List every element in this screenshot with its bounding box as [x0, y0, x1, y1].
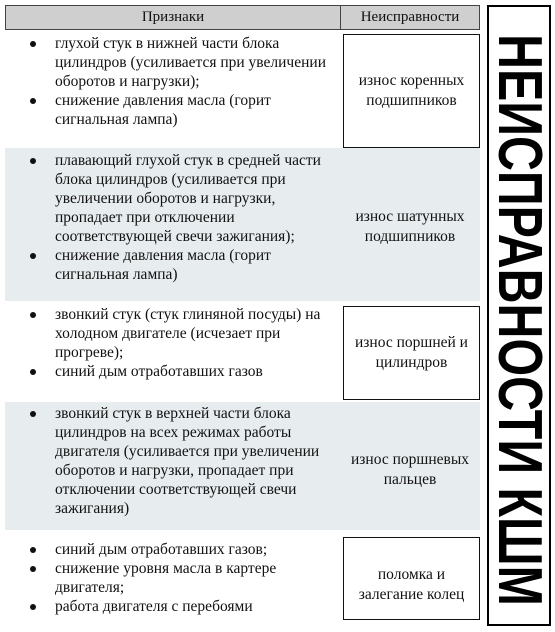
bullet-icon [30, 41, 36, 47]
fault-label: износ поршневых пальцев [351, 451, 469, 488]
sign-text: звонкий стук (стук глиняной посуды) на холодном двигателе (исчезает при прогреве); [55, 306, 321, 361]
sign-text: синий дым отработавших газов [55, 363, 263, 380]
bullet-icon [30, 566, 36, 572]
bullet-icon [30, 604, 36, 610]
bullet-icon [30, 411, 36, 417]
fault-cell [343, 34, 480, 148]
table-row [5, 301, 480, 402]
bullet-icon [30, 369, 36, 375]
list-item [5, 540, 340, 559]
fault-label: поломка и залегание колец [358, 565, 465, 603]
side-label-box [485, 5, 554, 626]
table-row [5, 30, 480, 148]
list-item [5, 404, 340, 518]
fault-cell [343, 537, 480, 620]
list-item [5, 34, 340, 91]
bullet-icon [30, 158, 36, 164]
signs-list [5, 301, 340, 381]
sign-text: снижение давления масла (горит сигнальная лампа) [55, 247, 271, 283]
sign-text: работа двигателя с перебоями [55, 598, 253, 615]
list-item [5, 362, 340, 381]
sign-text: глухой стук в нижней части блока цилиндров (усиливается при увеличении оборотов и нагрузки); [55, 35, 326, 90]
list-item [5, 151, 340, 246]
header-signs: Признаки [6, 6, 341, 29]
signs-list [5, 30, 340, 129]
fault-cell [340, 148, 480, 301]
fault-label: износ поршней и цилиндров [355, 334, 468, 371]
sign-text: снижение уровня масла в картере двигателя; [55, 560, 277, 596]
table-row [5, 402, 480, 530]
signs-list [5, 530, 340, 616]
bullet-icon [30, 253, 36, 259]
fault-cell [343, 306, 480, 400]
fault-label: износ шатунных подшипников [355, 207, 465, 245]
sign-text: звонкий стук в верхней части блока цилиндров на всех режимах работы двигателя (усиливается при увеличении оборотов и нагрузки, пропадает при отключении соответствующей свечи зажигания) [55, 405, 320, 517]
list-item [5, 597, 340, 616]
signs-list [5, 148, 340, 284]
table-header [5, 5, 480, 30]
list-item [5, 559, 340, 597]
list-item [5, 91, 340, 129]
bullet-icon [30, 312, 36, 318]
table-row [5, 530, 480, 626]
table-row [5, 148, 480, 301]
list-item [5, 305, 340, 362]
fault-label: износ коренных подшипников [358, 72, 465, 109]
sign-text: снижение давления масла (горит сигнальная лампа) [55, 92, 271, 128]
list-item [5, 246, 340, 284]
signs-list [5, 402, 340, 518]
sign-text: синий дым отработавших газов; [55, 541, 268, 558]
bullet-icon [30, 547, 36, 553]
fault-cell [340, 402, 480, 530]
sign-text: плавающий глухой стук в средней части блока цилиндров (усиливается при увеличении оборотов и нагрузки, пропадает при отключении соответствующей свечи зажигания); [55, 152, 321, 245]
bullet-icon [30, 98, 36, 104]
header-faults: Неисправности [360, 9, 460, 25]
side-label: НЕИСПРАВНОСТИ КШМ [485, 33, 554, 606]
